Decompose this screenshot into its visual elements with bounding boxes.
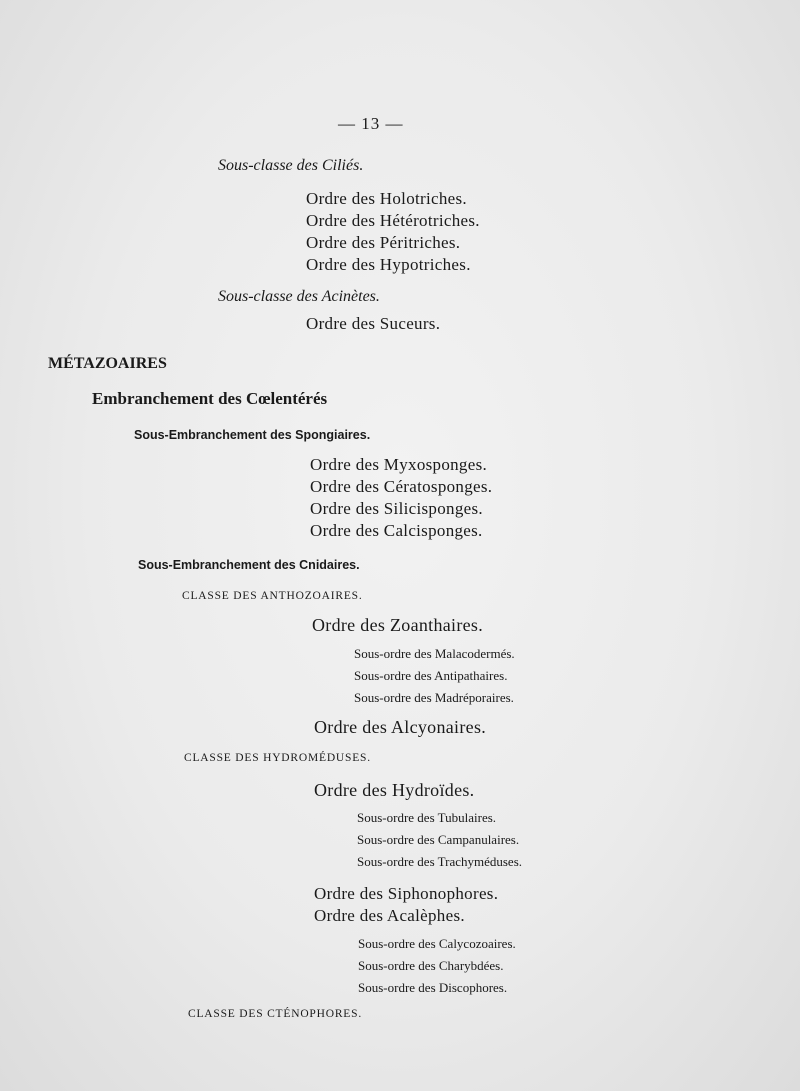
suborder-campanulaires: Sous-ordre des Campanulaires.: [357, 832, 520, 847]
suborder-discophores: Sous-ordre des Discophores.: [358, 980, 508, 995]
order-hydroides: Ordre des Hydroïdes.: [314, 780, 475, 800]
order-ceratosponges: Ordre des Cératosponges.: [310, 477, 493, 496]
order-alcyonaires: Ordre des Alcyonaires.: [314, 717, 487, 737]
suborder-antipathaires: Sous-ordre des Antipathaires.: [354, 668, 508, 683]
order-peritriches: Ordre des Péritriches.: [306, 233, 461, 252]
subclass-acinetes-title: Sous-classe des Acinètes.: [218, 288, 380, 305]
order-siphonophores: Ordre des Siphonophores.: [314, 884, 499, 903]
heading-embranchement-coelenteres: Embranchement des Cœlentérés: [92, 389, 328, 408]
suborder-trachymeduses: Sous-ordre des Trachyméduses.: [357, 854, 523, 869]
suborder-malacodermes: Sous-ordre des Malacodermés.: [354, 646, 515, 661]
order-holotriches: Ordre des Holotriches.: [306, 189, 467, 208]
order-myxosponges: Ordre des Myxosponges.: [310, 455, 488, 474]
subclass-cilies-title: Sous-classe des Ciliés.: [218, 157, 364, 174]
order-silicisponges: Ordre des Silicisponges.: [310, 499, 483, 518]
suborder-madreporaires: Sous-ordre des Madréporaires.: [354, 690, 514, 705]
heading-sous-embranchement-cnidaires: Sous-Embranchement des Cnidaires.: [138, 558, 360, 572]
order-zoanthaires: Ordre des Zoanthaires.: [312, 615, 484, 635]
order-hypotriches: Ordre des Hypotriches.: [306, 255, 471, 274]
order-suceurs: Ordre des Suceurs.: [306, 314, 441, 333]
order-heterotriches: Ordre des Hétérotriches.: [306, 211, 480, 230]
classe-anthozoaires: CLASSE DES ANTHOZOAIRES.: [182, 590, 363, 602]
page-number: — 13 —: [338, 114, 404, 133]
classe-ctenophores: CLASSE DES CTÉNOPHORES.: [188, 1008, 362, 1020]
suborder-charybdees: Sous-ordre des Charybdées.: [358, 958, 504, 973]
heading-metazoaires: MÉTAZOAIRES: [48, 355, 167, 372]
suborder-tubulaires: Sous-ordre des Tubulaires.: [357, 810, 497, 825]
order-acalephes: Ordre des Acalèphes.: [314, 906, 465, 925]
suborder-calycozoaires: Sous-ordre des Calycozoaires.: [358, 936, 516, 951]
heading-sous-embranchement-spongiaires: Sous-Embranchement des Spongiaires.: [134, 428, 371, 442]
classe-hydromeduses: CLASSE DES HYDROMÉDUSES.: [184, 752, 371, 764]
order-calcisponges: Ordre des Calcisponges.: [310, 521, 483, 540]
